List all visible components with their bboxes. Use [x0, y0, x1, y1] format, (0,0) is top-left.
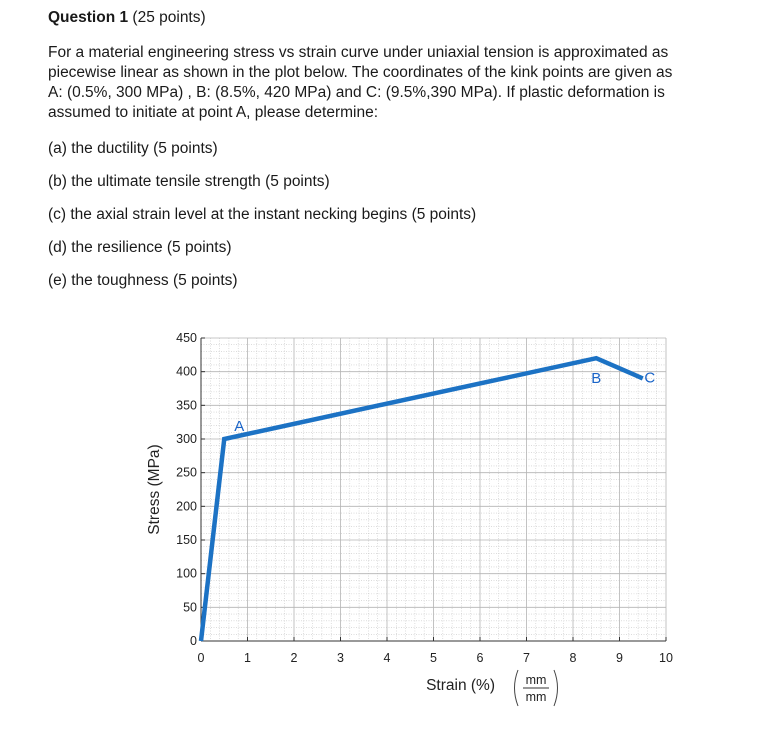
y-tick-label: 350 [176, 398, 197, 413]
x-tick-label: 2 [290, 651, 298, 665]
prompt-line: A: (0.5%, 300 MPa) , B: (8.5%, 420 MPa) and C: (9.5%,390 MPa). If plastic deformation is [48, 84, 665, 101]
y-tick-label: 450 [176, 331, 197, 345]
x-axis-label: Strain (%) [426, 677, 495, 694]
part-c: (c) the axial strain level at the instant necking begins (5 points) [48, 206, 477, 223]
y-tick-label: 200 [176, 499, 197, 514]
x-tick-label: 9 [616, 651, 623, 665]
prompt-line: For a material engineering stress vs strain curve under uniaxial tension is approximated as [48, 44, 669, 61]
part-d: (d) the resilience (5 points) [48, 239, 232, 256]
x-tick-label: 7 [523, 651, 530, 665]
x-tick-label: 4 [383, 651, 391, 665]
point-label-a: A [234, 418, 245, 435]
y-tick-label: 250 [176, 465, 197, 480]
x-unit-numerator: mm [525, 673, 547, 687]
question-title: Question 1 [48, 9, 129, 26]
x-tick-label: 1 [244, 651, 251, 665]
part-a: (a) the ductility (5 points) [48, 140, 218, 157]
prompt-line: piecewise linear as shown in the plot below. The coordinates of the kink points are given as [48, 64, 673, 81]
y-tick-label: 50 [183, 600, 197, 615]
unit-paren-left [515, 670, 519, 706]
y-tick-label: 100 [176, 566, 197, 581]
y-tick-label: 400 [176, 364, 197, 379]
question-points: (25 points) [132, 9, 206, 26]
y-tick-label: 300 [176, 432, 197, 446]
y-tick-label: 150 [176, 533, 197, 547]
x-tick-label: 3 [337, 651, 344, 665]
prompt-line: assumed to initiate at point A, please determine: [48, 104, 379, 121]
unit-paren-right [554, 670, 558, 706]
part-b: (b) the ultimate tensile strength (5 points) [48, 173, 330, 190]
x-tick-label: 10 [659, 651, 673, 665]
x-tick-label: 6 [476, 651, 484, 665]
x-tick-label: 8 [569, 651, 577, 665]
y-axis-label: Stress (MPa) [146, 444, 163, 535]
point-label-b: B [591, 370, 602, 388]
x-tick-label: 5 [430, 651, 437, 665]
part-e: (e) the toughness (5 points) [48, 272, 238, 289]
point-label-c: C [644, 369, 656, 387]
y-tick-label: 0 [190, 634, 197, 648]
x-tick-label: 0 [197, 651, 205, 665]
x-unit-denominator: mm [525, 690, 547, 704]
